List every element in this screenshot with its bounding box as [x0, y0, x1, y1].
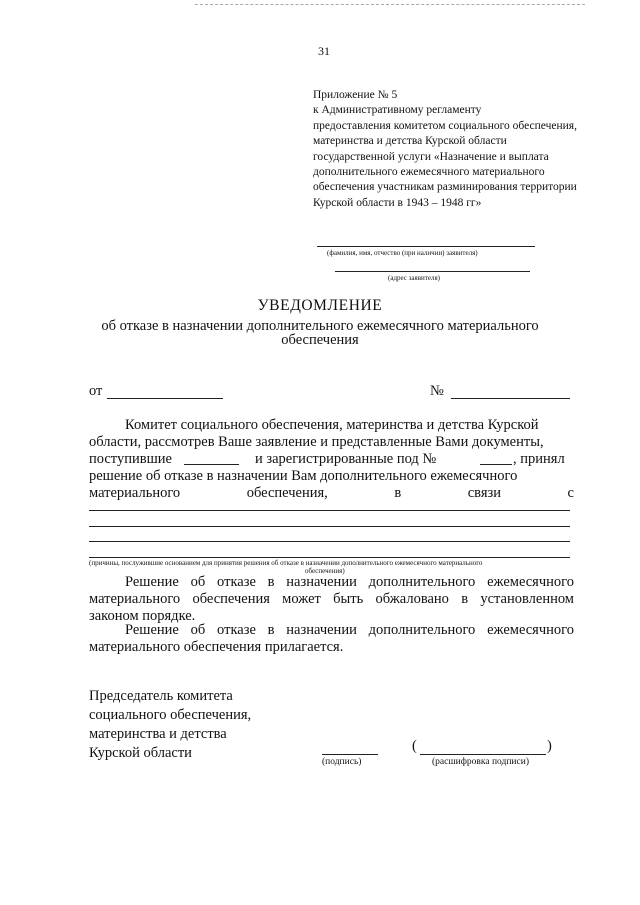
signature-caption: (подпись) — [322, 757, 362, 767]
p1-line-3b: и зарегистрированные под № — [255, 451, 437, 467]
p1-line-2: области, рассмотрев Ваше заявление и представленные Вами документы, — [89, 434, 544, 450]
registration-number-field[interactable] — [480, 464, 512, 465]
appendix-line: государственной услуги «Назначение и выплата — [313, 150, 549, 163]
reason-line-1[interactable] — [89, 510, 570, 511]
signatory-block — [89, 687, 251, 763]
attachment-paragraph: Решение об отказе в назначении дополнительного ежемесячного материального обеспечения прилагается. — [89, 622, 574, 655]
date-label: от — [89, 383, 103, 399]
decode-open-paren: ( — [412, 738, 417, 754]
document-subtitle-line-2: обеспечения — [281, 332, 359, 348]
appendix-line: Курской области в 1943 – 1948 гг» — [313, 196, 482, 209]
signatory-line: материнства и детства — [89, 726, 227, 742]
document-subtitle-line-1: об отказе в назначении дополнительного ежемесячного материального — [101, 318, 539, 334]
appeal-paragraph: Решение об отказе в назначении дополнительного ежемесячного материального обеспечения может быть обжаловано в установленном законом порядке. — [89, 574, 574, 624]
appendix-line: дополнительного ежемесячного материального — [313, 166, 545, 179]
received-date-field[interactable] — [184, 464, 239, 465]
decode-caption: (расшифровка подписи) — [432, 757, 529, 767]
decode-close-paren: ) — [547, 738, 552, 754]
date-field[interactable] — [107, 398, 223, 399]
appendix-block — [313, 88, 577, 211]
scan-top-edge — [195, 0, 585, 5]
document-title: УВЕДОМЛЕНИЕ — [257, 297, 383, 314]
applicant-name-caption: (фамилия, имя, отчество (при наличии) заявителя) — [327, 249, 478, 257]
reason-line-4[interactable] — [89, 557, 570, 558]
p1-line-5-word: в — [394, 485, 402, 501]
p1-line-3c: , принял — [513, 451, 565, 467]
appendix-line: материнства и детства Курской области — [313, 135, 507, 148]
signatory-line: Курской области — [89, 745, 192, 761]
number-field[interactable] — [451, 398, 570, 399]
appendix-line: к Административному регламенту — [313, 104, 482, 117]
reason-line-2[interactable] — [89, 526, 570, 527]
signature-decode-field[interactable] — [420, 754, 546, 755]
p1-line-5-word: материального — [89, 485, 181, 501]
reasons-caption-line-2: обеспечения) — [305, 567, 345, 575]
signature-field[interactable] — [322, 754, 378, 755]
p1-line-5-word: обеспечения, — [246, 485, 328, 501]
p1-line-1: Комитет социального обеспечения, материнства и детства Курской — [125, 417, 539, 433]
signatory-line: Председатель комитета — [89, 688, 233, 704]
p1-line-4: решение об отказе в назначении Вам дополнительного ежемесячного — [89, 468, 518, 484]
applicant-address-caption: (адрес заявителя) — [388, 274, 440, 282]
applicant-name-line[interactable] — [317, 246, 535, 247]
appendix-line: предоставления комитетом социального обеспечения, — [313, 119, 577, 132]
appendix-line: Приложение № 5 — [313, 89, 398, 101]
p1-line-5-word: связи — [467, 485, 501, 501]
p1-line-5-word: с — [567, 485, 574, 501]
reason-line-3[interactable] — [89, 541, 570, 542]
signatory-line: социального обеспечения, — [89, 707, 252, 723]
applicant-address-line[interactable] — [335, 271, 530, 272]
reasons-caption-line-1: (причины, послужившие основанием для принятия решения об отказе в назначении дополнительного ежемесячного материального — [89, 559, 483, 567]
page-number: 31 — [318, 44, 330, 58]
number-label: № — [430, 383, 444, 399]
p1-line-3a: поступившие — [89, 451, 172, 467]
appendix-line: обеспечения участникам разминирования территории — [313, 181, 577, 194]
p1-line-5 — [89, 485, 574, 502]
